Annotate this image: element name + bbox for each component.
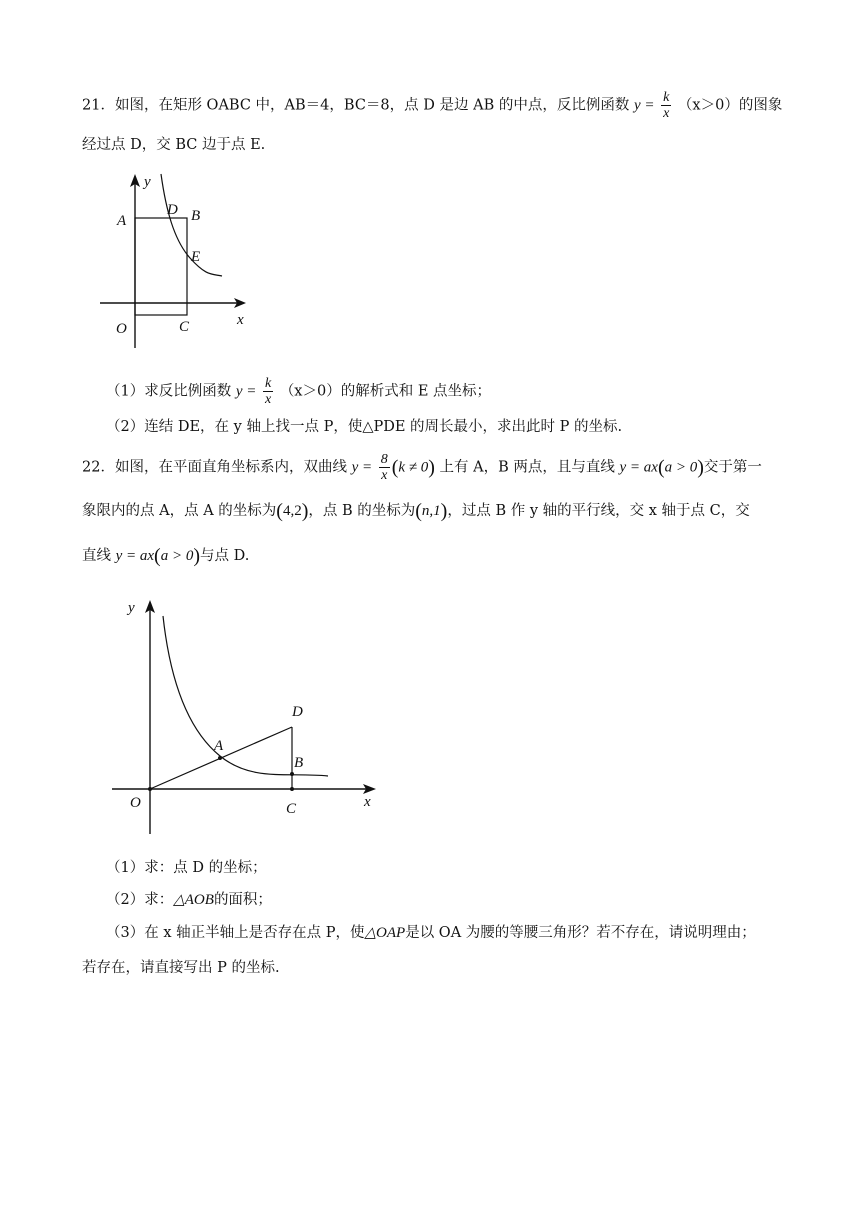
q21-fraction	[661, 90, 671, 121]
q22-hyperbola	[163, 616, 328, 776]
q22-line3-eq: y = ax	[115, 548, 155, 564]
q22-paren-A-open: (	[276, 500, 283, 522]
q21-part1-frac-den: x	[264, 392, 272, 407]
q21-figure	[100, 170, 260, 350]
q22-paren-open-3: (	[154, 545, 161, 567]
q22-intro-text: 22．如图，在平面直角坐标系内，双曲线	[82, 459, 347, 476]
q22-part3	[106, 922, 756, 944]
q22-line3-cond-a: a > 0	[160, 548, 194, 564]
q21-label-D: D	[167, 202, 178, 218]
q21-intro-line2: 经过点 D，交 BC 边于点 E.	[82, 137, 266, 153]
q22-paren-open-2: (	[657, 456, 665, 479]
q22-paren-close: )	[428, 456, 435, 479]
q22-intro-text-b: 上有 A，B 两点，且与直线	[439, 459, 615, 476]
q22-label-x: x	[364, 794, 371, 810]
q21-part2: （2）连结 DE，在 y 轴上找一点 P，使△PDE 的周长最小，求出此时 P 的坐标.	[106, 419, 623, 435]
q22-line3-text: 直线	[82, 548, 111, 564]
q21-label-A: A	[117, 213, 127, 229]
q22-label-C: C	[286, 801, 297, 817]
q22-point-A	[218, 756, 222, 760]
q22-part1: （1）求：点 D 的坐标；	[106, 860, 267, 876]
q22-triangle-AOB: △AOB	[173, 892, 214, 908]
q21-part1-func-lhs: y =	[235, 383, 257, 400]
q22-point-C	[290, 787, 294, 791]
q21-label-C: C	[179, 319, 190, 335]
q21-frac-num: k	[663, 90, 670, 105]
q22-paren-close-2: )	[697, 456, 704, 479]
q21-intro-text-b: （x＞0）的图象	[677, 97, 783, 114]
q21-intro-text: 21．如图，在矩形 OABC 中，AB＝4，BC＝8，点 D 是边 AB 的中点，反比例函数	[82, 97, 630, 114]
q22-paren-B-close: )	[440, 500, 448, 522]
q21-part1-fraction	[263, 376, 273, 407]
q22-intro-line2	[82, 500, 750, 522]
q22-part3-text-b: 是以 OA 为腰的等腰三角形？若不存在，请说明理由；	[405, 925, 756, 941]
q21-intro-line1	[82, 90, 782, 121]
q21-frac-den: x	[663, 106, 670, 121]
q22-label-D: D	[292, 704, 303, 720]
q22-label-y: y	[128, 600, 135, 616]
q22-part2	[106, 889, 272, 911]
q22-cond-a: a > 0	[664, 459, 698, 476]
q22-line3-text-b: 与点 D.	[200, 548, 250, 564]
q22-line2-text-c: ，过点 B 作 y 轴的平行线，交 x 轴于点 C，交	[447, 503, 750, 519]
q22-paren-open: (	[391, 456, 399, 479]
q22-figure	[108, 590, 398, 840]
q21-part1-text-b: （x＞0）的解析式和 E 点坐标；	[279, 383, 492, 400]
q22-line2-text: 象限内的点 A，点 A 的坐标为	[82, 503, 277, 519]
q21-label-x: x	[237, 312, 244, 328]
q21-rectangle	[135, 218, 187, 315]
q22-coord-A: 4,2	[282, 503, 302, 519]
q22-label-A: A	[214, 738, 224, 754]
q21-label-B: B	[191, 208, 201, 224]
q22-part3-text: （3）在 x 轴正半轴上是否存在点 P，使	[106, 925, 365, 941]
q22-intro-line1	[82, 452, 762, 483]
q22-part2-text: （2）求：	[106, 892, 174, 908]
q22-triangle-OAP: △OAP	[364, 925, 406, 941]
q22-part2-text-b: 的面积；	[213, 892, 272, 908]
q22-frac-den: x	[381, 468, 388, 483]
q22-label-O: O	[130, 795, 141, 811]
q22-frac-num: 8	[380, 452, 388, 467]
q22-fraction	[379, 452, 390, 483]
q22-part3-line2: 若存在，请直接写出 P 的坐标.	[82, 960, 280, 976]
q21-part1	[106, 376, 491, 407]
q22-point-O	[148, 787, 152, 791]
q21-label-O: O	[116, 321, 127, 337]
q22-func-lhs: y =	[351, 459, 373, 476]
q22-label-B: B	[294, 755, 304, 771]
q22-paren-close-3: )	[193, 545, 201, 567]
q21-label-E: E	[191, 249, 201, 265]
q22-line-eq: y = ax	[619, 459, 658, 476]
q22-point-B	[290, 772, 294, 776]
q21-part1-frac-num: k	[264, 376, 272, 391]
q21-part1-text: （1）求反比例函数	[106, 383, 232, 400]
q22-intro-text-c: 交于第一	[703, 459, 762, 476]
q22-paren-B-open: (	[415, 500, 422, 522]
q21-label-y: y	[144, 174, 151, 190]
q21-func-lhs: y =	[633, 97, 655, 114]
q22-intro-line3	[82, 545, 249, 567]
q22-paren-A-close: )	[301, 500, 309, 522]
q22-line2-text-b: ，点 B 的坐标为	[308, 503, 416, 519]
q22-cond-k: k ≠ 0	[398, 459, 429, 476]
q22-coord-B: n,1	[421, 503, 441, 519]
